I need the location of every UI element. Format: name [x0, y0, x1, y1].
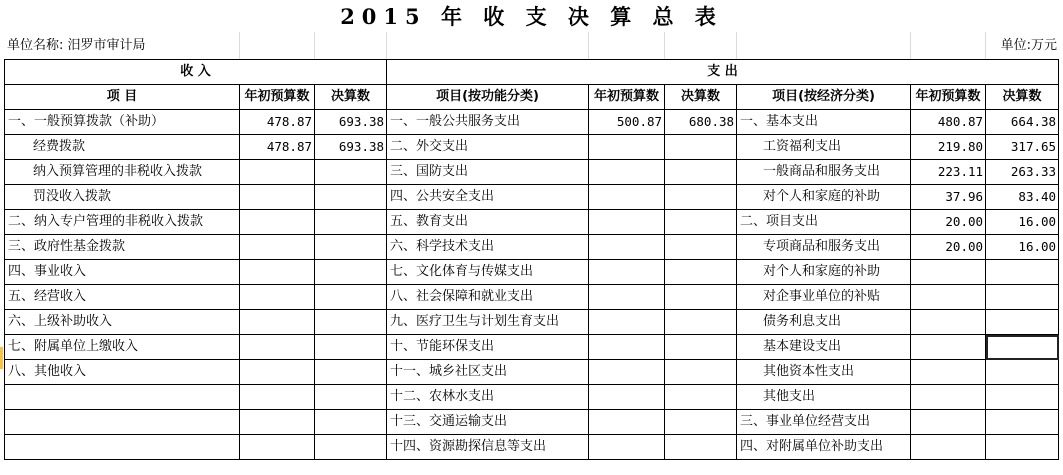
cell-divider [910, 32, 911, 59]
income-actual-header[interactable]: 决算数 [315, 85, 387, 110]
function-actual-cell[interactable] [665, 260, 737, 285]
table-row [5, 210, 1059, 235]
cell-divider [239, 32, 240, 59]
income-actual-cell[interactable] [315, 260, 387, 285]
income-actual-cell[interactable] [315, 285, 387, 310]
income-budget-cell[interactable] [240, 210, 315, 235]
table-row [5, 110, 1059, 135]
income-item-cell[interactable]: 经费拨款 [5, 135, 240, 160]
table-row [5, 260, 1059, 285]
function-actual-cell[interactable] [665, 185, 737, 210]
economic-budget-cell[interactable] [911, 360, 986, 385]
function-item-cell[interactable]: 一、一般公共服务支出 [387, 110, 589, 135]
function-actual-cell[interactable] [665, 235, 737, 260]
income-budget-cell[interactable] [240, 260, 315, 285]
function-budget-cell[interactable] [589, 360, 665, 385]
currency-unit: 单位:万元 [1000, 38, 1057, 53]
economic-budget-cell[interactable] [911, 335, 986, 360]
economic-budget-cell[interactable]: 219.80 [911, 135, 986, 160]
function-actual-cell[interactable] [665, 285, 737, 310]
income-item-cell[interactable]: 四、事业收入 [5, 260, 240, 285]
table-row [5, 410, 1059, 435]
sheet-title: 2015 年 收 支 决 算 总 表 [340, 4, 723, 29]
economic-budget-cell[interactable]: 480.87 [911, 110, 986, 135]
income-actual-cell[interactable]: 693.38 [315, 110, 387, 135]
income-budget-cell[interactable] [240, 410, 315, 435]
function-item-cell[interactable]: 二、外交支出 [387, 135, 589, 160]
economic-actual-cell[interactable]: 16.00 [986, 210, 1059, 235]
function-item-cell[interactable]: 八、社会保障和就业支出 [387, 285, 589, 310]
cell-divider [588, 32, 589, 59]
income-budget-cell[interactable] [240, 435, 315, 460]
function-item-cell[interactable]: 四、公共安全支出 [387, 185, 589, 210]
income-actual-cell[interactable] [315, 435, 387, 460]
economic-actual-cell[interactable] [986, 435, 1059, 460]
table-row [5, 360, 1059, 385]
income-budget-cell[interactable] [240, 310, 315, 335]
economic-budget-cell[interactable]: 20.00 [911, 235, 986, 260]
function-budget-cell[interactable] [589, 410, 665, 435]
function-budget-cell[interactable] [589, 435, 665, 460]
income-budget-cell[interactable] [240, 285, 315, 310]
function-budget-header[interactable]: 年初预算数 [589, 85, 665, 110]
income-actual-cell[interactable] [315, 185, 387, 210]
organization-name: 单位名称: 汨罗市审计局 [7, 38, 146, 53]
table-row [5, 335, 1059, 360]
economic-budget-cell[interactable]: 37.96 [911, 185, 986, 210]
column-header-row [5, 85, 1059, 110]
economic-actual-cell[interactable]: 664.38 [986, 110, 1059, 135]
economic-budget-cell[interactable]: 223.11 [911, 160, 986, 185]
function-budget-cell[interactable] [589, 335, 665, 360]
function-item-cell[interactable]: 七、文化体育与传媒支出 [387, 260, 589, 285]
economic-item-cell[interactable]: 工资福利支出 [737, 135, 911, 160]
economic-item-cell[interactable]: 其他资本性支出 [737, 360, 911, 385]
income-budget-header[interactable]: 年初预算数 [240, 85, 315, 110]
function-item-cell[interactable]: 十一、城乡社区支出 [387, 360, 589, 385]
function-budget-cell[interactable] [589, 210, 665, 235]
function-actual-header[interactable]: 决算数 [665, 85, 737, 110]
income-actual-cell[interactable] [315, 210, 387, 235]
cell-divider [386, 32, 387, 59]
income-actual-cell[interactable] [315, 310, 387, 335]
income-item-cell[interactable]: 七、附属单位上缴收入 [5, 335, 240, 360]
function-budget-cell[interactable] [589, 310, 665, 335]
income-item-cell[interactable]: 纳入预算管理的非税收入拨款 [5, 160, 240, 185]
economic-item-cell[interactable]: 一、基本支出 [737, 110, 911, 135]
table-row [5, 235, 1059, 260]
function-budget-cell[interactable] [589, 260, 665, 285]
table-row [5, 435, 1059, 460]
income-actual-cell[interactable] [315, 235, 387, 260]
economic-item-cell[interactable]: 专项商品和服务支出 [737, 235, 911, 260]
economic-actual-cell[interactable] [986, 360, 1059, 385]
table-row [5, 310, 1059, 335]
function-budget-cell[interactable] [589, 135, 665, 160]
economic-actual-cell[interactable] [986, 260, 1059, 285]
function-budget-cell[interactable] [589, 385, 665, 410]
economic-budget-cell[interactable] [911, 285, 986, 310]
row-marker [0, 347, 3, 369]
economic-item-cell[interactable]: 对个人和家庭的补助 [737, 260, 911, 285]
economic-item-header[interactable]: 项目(按经济分类) [737, 85, 911, 110]
function-item-cell[interactable]: 十四、资源勘探信息等支出 [387, 435, 589, 460]
economic-actual-cell[interactable] [986, 410, 1059, 435]
economic-budget-cell[interactable] [911, 260, 986, 285]
function-budget-cell[interactable] [589, 185, 665, 210]
function-actual-cell[interactable] [665, 160, 737, 185]
economic-item-cell[interactable]: 基本建设支出 [737, 335, 911, 360]
function-actual-cell[interactable] [665, 435, 737, 460]
income-actual-cell[interactable] [315, 360, 387, 385]
function-budget-cell[interactable] [589, 160, 665, 185]
income-actual-cell[interactable] [315, 410, 387, 435]
economic-actual-cell[interactable] [986, 310, 1059, 335]
function-item-cell[interactable]: 五、教育支出 [387, 210, 589, 235]
income-item-header[interactable]: 项 目 [5, 85, 240, 110]
function-actual-cell[interactable] [665, 410, 737, 435]
income-budget-cell[interactable] [240, 185, 315, 210]
function-item-cell[interactable]: 十、节能环保支出 [387, 335, 589, 360]
table-row [5, 185, 1059, 210]
table-row [5, 385, 1059, 410]
economic-item-cell[interactable]: 一般商品和服务支出 [737, 160, 911, 185]
function-actual-cell[interactable]: 680.38 [665, 110, 737, 135]
income-item-cell[interactable] [5, 435, 240, 460]
economic-item-cell[interactable]: 债务利息支出 [737, 310, 911, 335]
cell-divider [736, 32, 737, 59]
function-budget-cell[interactable] [589, 285, 665, 310]
function-actual-cell[interactable] [665, 335, 737, 360]
cell-divider [314, 32, 315, 59]
table-row [5, 160, 1059, 185]
income-item-cell[interactable]: 五、经营收入 [5, 285, 240, 310]
economic-budget-cell[interactable] [911, 410, 986, 435]
income-section-header[interactable]: 收 入 [5, 60, 387, 85]
function-actual-cell[interactable] [665, 135, 737, 160]
income-actual-cell[interactable] [315, 385, 387, 410]
cell-divider [985, 32, 986, 59]
economic-budget-header[interactable]: 年初预算数 [911, 85, 986, 110]
function-actual-cell[interactable] [665, 385, 737, 410]
income-actual-cell[interactable]: 693.38 [315, 135, 387, 160]
economic-actual-cell[interactable]: 317.65 [986, 135, 1059, 160]
expense-section-header[interactable]: 支 出 [387, 60, 1059, 85]
income-budget-cell[interactable] [240, 335, 315, 360]
economic-actual-header[interactable]: 决算数 [986, 85, 1059, 110]
function-item-cell[interactable]: 十二、农林水支出 [387, 385, 589, 410]
economic-item-cell[interactable]: 三、事业单位经营支出 [737, 410, 911, 435]
economic-item-cell[interactable]: 对个人和家庭的补助 [737, 185, 911, 210]
function-budget-cell[interactable]: 500.87 [589, 110, 665, 135]
function-item-cell[interactable]: 十三、交通运输支出 [387, 410, 589, 435]
cell-divider [664, 32, 665, 59]
function-item-cell[interactable]: 六、科学技术支出 [387, 235, 589, 260]
income-item-cell[interactable]: 罚没收入拨款 [5, 185, 240, 210]
income-item-cell[interactable]: 八、其他收入 [5, 360, 240, 385]
economic-actual-cell[interactable] [986, 335, 1059, 360]
income-item-cell[interactable]: 六、上级补助收入 [5, 310, 240, 335]
economic-budget-cell[interactable]: 20.00 [911, 210, 986, 235]
income-budget-cell[interactable]: 478.87 [240, 135, 315, 160]
economic-budget-cell[interactable] [911, 435, 986, 460]
economic-item-cell[interactable]: 四、对附属单位补助支出 [737, 435, 911, 460]
economic-budget-cell[interactable] [911, 385, 986, 410]
income-budget-cell[interactable] [240, 160, 315, 185]
function-actual-cell[interactable] [665, 360, 737, 385]
economic-actual-cell[interactable]: 263.33 [986, 160, 1059, 185]
table-row [5, 285, 1059, 310]
function-item-cell[interactable]: 三、国防支出 [387, 160, 589, 185]
summary-table [4, 59, 1059, 460]
economic-item-cell[interactable]: 对企事业单位的补贴 [737, 285, 911, 310]
income-item-cell[interactable]: 三、政府性基金拨款 [5, 235, 240, 260]
function-item-header[interactable]: 项目(按功能分类) [387, 85, 589, 110]
economic-item-cell[interactable]: 其他支出 [737, 385, 911, 410]
income-actual-cell[interactable] [315, 335, 387, 360]
income-item-cell[interactable] [5, 410, 240, 435]
section-header-row [5, 60, 1059, 85]
income-item-cell[interactable] [5, 385, 240, 410]
table-row [5, 135, 1059, 160]
income-budget-cell[interactable]: 478.87 [240, 110, 315, 135]
income-actual-cell[interactable] [315, 160, 387, 185]
economic-actual-cell[interactable] [986, 285, 1059, 310]
income-budget-cell[interactable] [240, 385, 315, 410]
economic-item-cell[interactable]: 二、项目支出 [737, 210, 911, 235]
function-item-cell[interactable]: 九、医疗卫生与计划生育支出 [387, 310, 589, 335]
economic-actual-cell[interactable]: 83.40 [986, 185, 1059, 210]
income-budget-cell[interactable] [240, 235, 315, 260]
economic-actual-cell[interactable]: 16.00 [986, 235, 1059, 260]
economic-actual-cell[interactable] [986, 385, 1059, 410]
economic-budget-cell[interactable] [911, 310, 986, 335]
income-item-cell[interactable]: 二、纳入专户管理的非税收入拨款 [5, 210, 240, 235]
unit-info-row [0, 32, 1063, 59]
function-actual-cell[interactable] [665, 210, 737, 235]
function-actual-cell[interactable] [665, 310, 737, 335]
function-budget-cell[interactable] [589, 235, 665, 260]
income-item-cell[interactable]: 一、一般预算拨款（补助） [5, 110, 240, 135]
income-budget-cell[interactable] [240, 360, 315, 385]
